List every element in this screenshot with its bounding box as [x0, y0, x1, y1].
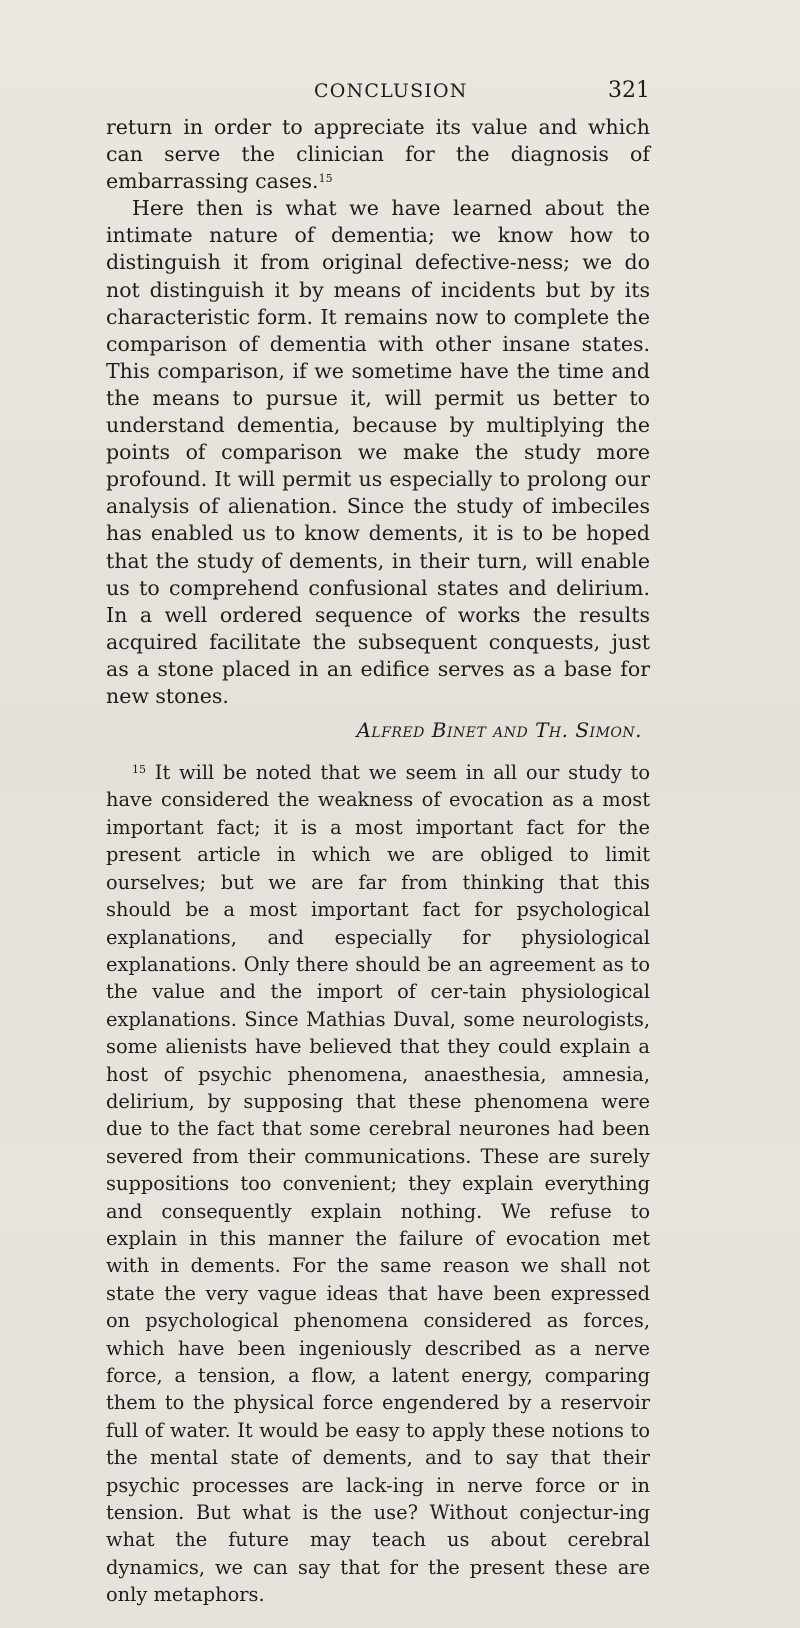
author-signature: Alfred Binet and Th. Simon. [356, 718, 642, 743]
paragraph-text: return in order to appreciate its value and which can serve the clinician for the diagnosis of embarrassing cases. [106, 115, 650, 194]
paragraph-continuation [106, 114, 650, 195]
running-head: CONCLUSION [314, 80, 468, 102]
paragraph-conclusion: Here then is what we have learned about the intimate nature of dementia; we know how to distinguish it from original defective-ness; we do not distinguish it by means of incidents but by its characteristic form. It remains now to complete the comparison of dementia with other insane states. This comparison, if we sometime have the time and the means to pursue it, will permit us better to understand dementia, because by multiplying the points of comparison we make the study more profound. It will permit us especially to prolong our analysis of alienation. Since the study of imbeciles has enabled us to know dements, it is to be hoped that the study of dements, in their turn, will enable us to comprehend confusional states and delirium. In a well ordered sequence of works the results acquired facilitate the subsequent conquests, just as a stone placed in an edifice serves as a base for new stones. [106, 196, 650, 708]
main-text [106, 114, 650, 1628]
footnote-text: It will be noted that we seem in all our study to have considered the weakness of evocation as a most important fact; it is a most important fact for the present article in which we are obliged to limit ourselves; but we are far from thinking that this should be a most important fact for psychological explanations, and especially for physiological explanations. Only there should be an agreement as to the value and the import of cer-tain physiological explanations. Since Mathias Duval, some neurologists, some alienists have believed that they could explain a host of psychic phenomena, anaesthesia, amnesia, delirium, by supposing that these phenomena were due to the fact that some cerebral neurones had been severed from their communications. These are surely suppositions too convenient; they explain everything and consequently explain nothing. We refuse to explain in this manner the failure of evocation met with in dements. For the same reason we shall not state the very vague ideas that have been expressed on psychological phenomena considered as forces, which have been ingeniously described as a nerve force, a tension, a flow, a latent energy, comparing them to the physical force engendered by a reservoir full of water. It would be easy to apply these notions to the mental state of dements, and to say that their psychic processes are lack-ing in nerve force or in tension. But what is the use? Without conjectur-ing what the future may teach us about cerebral dynamics, we can say that for the present these are only metaphors. [106, 761, 650, 1607]
page-number: 321 [608, 78, 650, 103]
footnote-number: 15 [132, 763, 146, 777]
footnote-reference: 15 [318, 172, 333, 186]
page-header [106, 78, 650, 108]
footnote [106, 759, 650, 1609]
